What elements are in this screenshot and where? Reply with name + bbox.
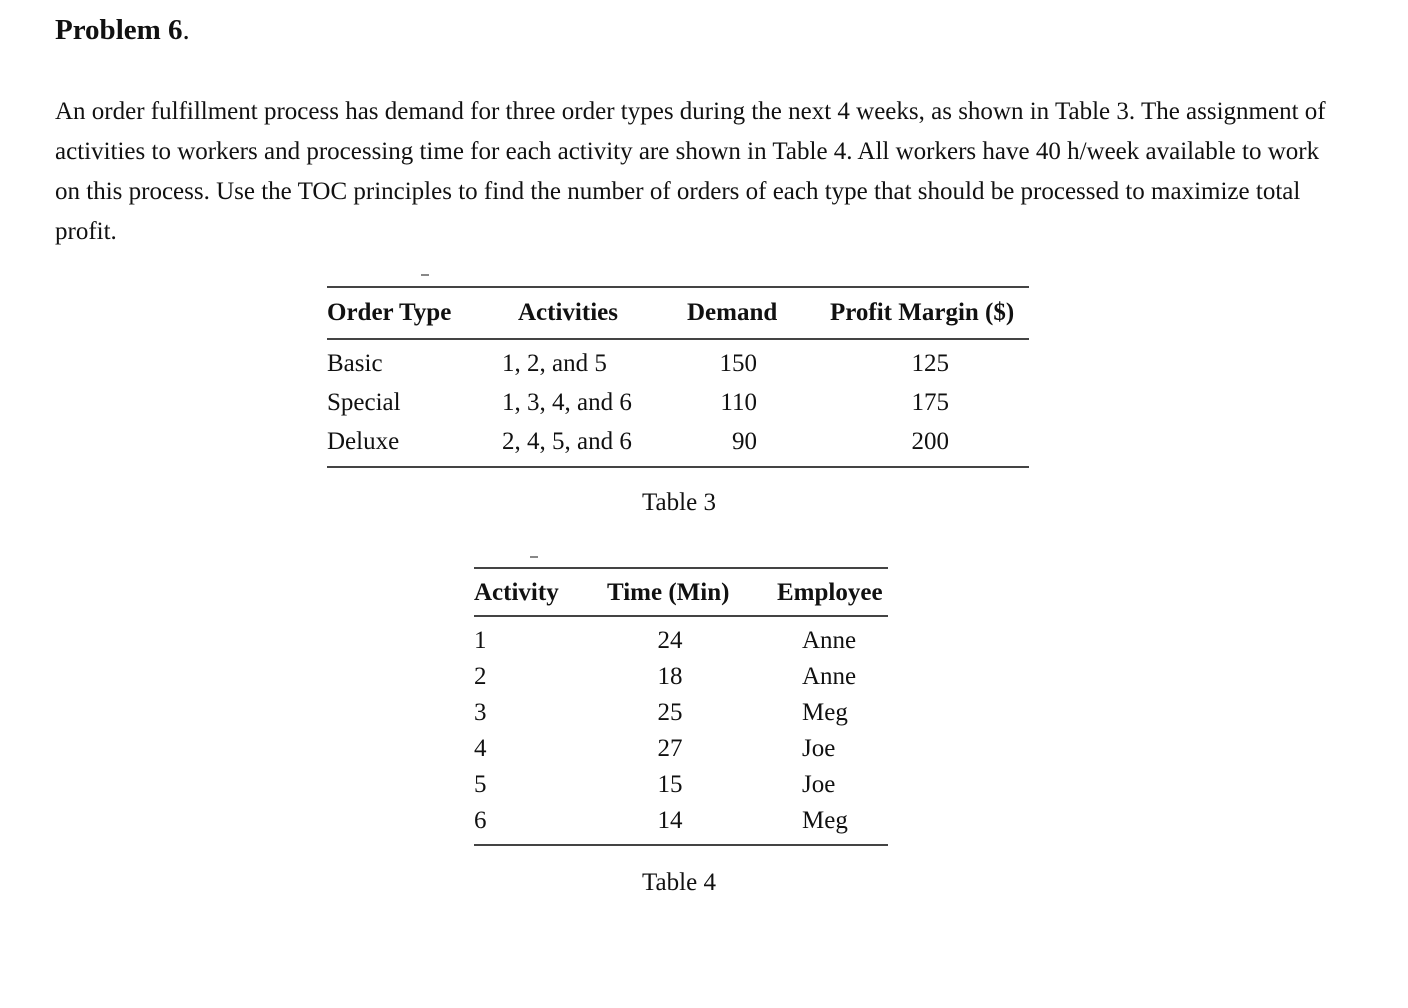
table-3-bottom-rule — [327, 466, 1029, 468]
table-3 — [327, 286, 1029, 470]
table-4-corner-mark — [530, 556, 538, 558]
problem-title: Problem 6 — [55, 14, 183, 46]
table-3-cell-order-type: Basic — [327, 350, 383, 377]
table-3-top-rule — [327, 286, 1029, 288]
table-4-cell-activity: 1 — [474, 627, 487, 654]
table-4-cell-time: 18 — [657, 663, 683, 690]
table-3-cell-profit: 125 — [911, 350, 949, 377]
table-4-caption: Table 4 — [642, 869, 716, 896]
table-3-header-demand: Demand — [687, 299, 778, 326]
table-4-cell-employee: Joe — [802, 771, 836, 798]
table-3-cell-demand: 150 — [719, 350, 757, 377]
table-row — [474, 806, 888, 836]
table-4-cell-time: 14 — [657, 807, 683, 834]
table-row — [474, 662, 888, 692]
table-3-cell-order-type: Deluxe — [327, 428, 400, 455]
table-4-cell-employee: Joe — [802, 735, 836, 762]
table-4-header-rule — [474, 615, 888, 617]
table-4-header-time: Time (Min) — [607, 579, 730, 606]
table-4-header-employee: Employee — [777, 579, 883, 606]
table-3-header-profit-margin: Profit Margin ($) — [830, 299, 1015, 326]
table-3-cell-demand: 90 — [732, 428, 757, 455]
table-3-cell-activities: 2, 4, 5, and 6 — [502, 428, 632, 455]
table-row — [474, 698, 888, 728]
table-3-caption: Table 3 — [642, 489, 716, 516]
table-row — [327, 427, 1029, 457]
table-row — [327, 349, 1029, 379]
table-4-cell-employee: Anne — [802, 627, 857, 654]
table-4-cell-activity: 3 — [474, 699, 487, 726]
table-3-cell-demand: 110 — [720, 389, 757, 416]
table-3-header-activities: Activities — [518, 299, 618, 326]
table-3-header-rule — [327, 338, 1029, 340]
table-3-cell-profit: 200 — [911, 428, 949, 455]
table-4-cell-employee: Meg — [802, 807, 848, 834]
table-row — [474, 770, 888, 800]
table-4-cell-employee: Meg — [802, 699, 848, 726]
table-row — [474, 626, 888, 656]
table-3-corner-mark — [421, 274, 429, 276]
table-4-cell-time: 24 — [657, 627, 683, 654]
table-3-cell-activities: 1, 3, 4, and 6 — [502, 389, 632, 416]
table-4-cell-time: 27 — [657, 735, 683, 762]
table-3-cell-order-type: Special — [327, 389, 401, 416]
table-4-cell-activity: 5 — [474, 771, 487, 798]
table-3-cell-profit: 175 — [911, 389, 949, 416]
table-3-cell-activities: 1, 2, and 5 — [502, 350, 607, 377]
table-4-cell-activity: 4 — [474, 735, 487, 762]
table-4-cell-time: 15 — [657, 771, 683, 798]
table-4-bottom-rule — [474, 844, 888, 846]
problem-title-period: . — [182, 14, 190, 46]
table-row — [474, 734, 888, 764]
table-4-cell-employee: Anne — [802, 663, 857, 690]
table-row — [327, 388, 1029, 418]
table-4 — [474, 567, 888, 847]
table-3-header-order-type: Order Type — [327, 299, 452, 326]
table-4-cell-activity: 6 — [474, 807, 487, 834]
table-4-cell-activity: 2 — [474, 663, 487, 690]
problem-statement: An order fulfillment process has demand for three order types during the next 4 weeks, as shown in Table 3. The assignment of activities to workers and processing time for each activity are shown in Table 4. All workers have 40 h/week available to work on this process. Use the TOC principles to find the number of orders of each type that should be processed to maximize total profit. — [55, 98, 1326, 245]
problem-heading — [55, 14, 190, 47]
table-4-cell-time: 25 — [657, 699, 683, 726]
table-4-top-rule — [474, 567, 888, 569]
table-4-header-activity: Activity — [474, 579, 559, 606]
